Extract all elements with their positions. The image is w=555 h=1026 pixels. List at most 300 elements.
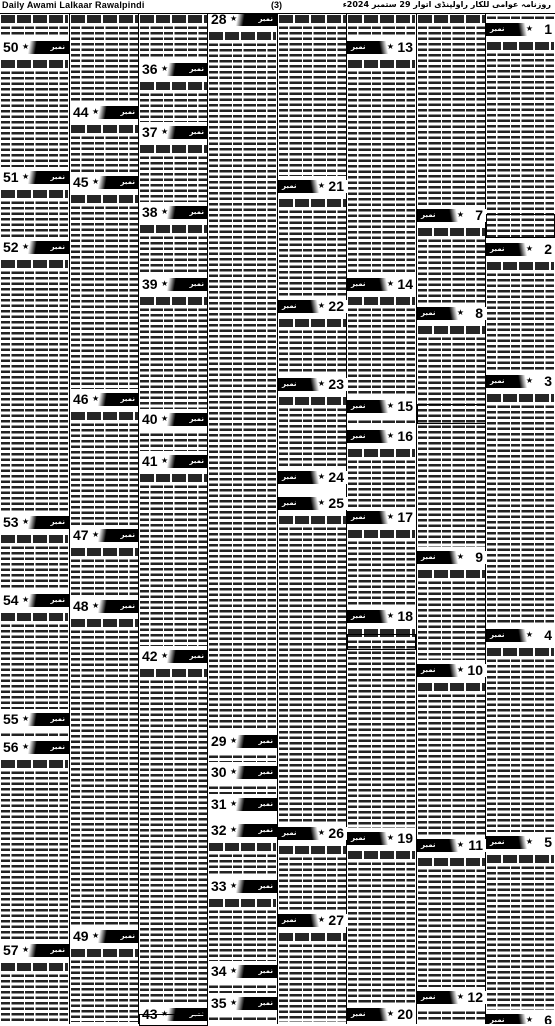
ad-body-text xyxy=(209,42,276,731)
ad-number: 57 xyxy=(3,942,19,958)
ad-number-header xyxy=(70,391,139,411)
star-icon: ★ xyxy=(456,552,464,561)
ad-number-header xyxy=(70,598,139,618)
ad-number: 40 xyxy=(142,411,158,427)
ad-headline xyxy=(418,683,485,691)
ad-body-text xyxy=(209,853,276,876)
star-icon: ★ xyxy=(92,107,100,116)
ad-headline xyxy=(71,195,138,203)
ad-label: نمبر xyxy=(490,631,505,639)
ad-headline xyxy=(140,82,207,90)
ad-body-text xyxy=(140,307,207,409)
ad-headline xyxy=(140,297,207,305)
ad-number-header xyxy=(139,648,208,668)
ad-number: 26 xyxy=(328,825,344,841)
ad-number: 31 xyxy=(211,796,227,812)
ad-body-text xyxy=(71,422,138,525)
ad-body-text xyxy=(279,25,346,176)
classified-column xyxy=(208,14,277,1024)
ad-number: 2 xyxy=(544,241,552,257)
ad-body-text xyxy=(348,540,415,606)
ad-headline xyxy=(1,613,68,621)
star-icon: ★ xyxy=(161,279,169,288)
ad-number-header xyxy=(70,928,139,948)
ad-headline xyxy=(348,530,415,538)
ad-number: 33 xyxy=(211,878,227,894)
ad-label: نمبر xyxy=(189,457,204,465)
ad-label: نمبر xyxy=(189,65,204,73)
star-icon: ★ xyxy=(230,767,238,776)
ad-number-header xyxy=(347,830,416,850)
star-icon: ★ xyxy=(22,517,30,526)
ad-number: 20 xyxy=(397,1006,413,1022)
ad-headline xyxy=(71,125,138,133)
ad-body-text xyxy=(418,580,485,660)
ad-label: نمبر xyxy=(258,737,273,745)
ad-body-text xyxy=(279,526,346,823)
ad-headline xyxy=(418,326,485,334)
ad-number: 16 xyxy=(397,428,413,444)
ad-headline xyxy=(418,15,485,23)
masthead-strip xyxy=(0,0,555,14)
ad-label: نمبر xyxy=(120,395,135,403)
ad-number: 30 xyxy=(211,764,227,780)
ad-headline xyxy=(348,851,415,859)
star-icon: ★ xyxy=(456,665,464,674)
ad-body-text xyxy=(1,973,68,1022)
ad-body-text xyxy=(279,943,346,1022)
ad-number-header xyxy=(278,912,347,932)
star-icon: ★ xyxy=(456,840,464,849)
ad-number: 51 xyxy=(3,169,19,185)
ad-label: نمبر xyxy=(351,513,366,521)
ad-body-text xyxy=(71,25,138,102)
ad-number: 25 xyxy=(328,495,344,511)
ad-body-text xyxy=(71,135,138,172)
ad-number: 50 xyxy=(3,39,19,55)
ad-headline xyxy=(487,855,554,863)
ad-label: نمبر xyxy=(258,967,273,975)
ad-body-text xyxy=(71,205,138,389)
ad-number: 24 xyxy=(328,469,344,485)
ad-number: 39 xyxy=(142,276,158,292)
ad-number-header xyxy=(486,241,555,261)
ad-body-text xyxy=(209,754,276,762)
ad-headline xyxy=(487,262,554,270)
ad-label: نمبر xyxy=(50,243,65,251)
ad-number-header xyxy=(278,178,347,198)
ad-body-text xyxy=(1,732,68,737)
ad-body-text xyxy=(487,15,554,19)
ad-number-header xyxy=(486,627,555,647)
star-icon: ★ xyxy=(317,301,325,310)
star-icon: ★ xyxy=(386,1009,394,1018)
ad-number-header xyxy=(0,239,69,259)
star-icon: ★ xyxy=(22,242,30,251)
ad-headline xyxy=(418,858,485,866)
star-icon: ★ xyxy=(22,742,30,751)
ad-headline xyxy=(71,15,138,23)
star-icon: ★ xyxy=(92,601,100,610)
ad-label: نمبر xyxy=(189,208,204,216)
star-icon: ★ xyxy=(317,828,325,837)
ad-label: نمبر xyxy=(421,309,436,317)
star-icon: ★ xyxy=(525,24,533,33)
star-icon: ★ xyxy=(230,881,238,890)
ad-body-text xyxy=(209,785,276,794)
ad-body-text xyxy=(140,432,207,451)
ad-label: نمبر xyxy=(258,800,273,808)
ad-number-header xyxy=(139,276,208,296)
ad-number-header xyxy=(0,942,69,962)
ad-number-header xyxy=(417,989,486,1009)
ad-label: نمبر xyxy=(351,612,366,620)
classified-column xyxy=(139,14,208,1024)
ad-number-header xyxy=(417,305,486,325)
ad-number-header xyxy=(139,453,208,473)
ad-headline xyxy=(1,190,68,198)
ad-body-text xyxy=(348,25,415,37)
ad-number: 37 xyxy=(142,124,158,140)
page-number: (3) xyxy=(271,0,282,10)
ad-body-text xyxy=(348,70,415,274)
ad-label: نمبر xyxy=(282,499,297,507)
ad-headline xyxy=(71,412,138,420)
ad-body-text xyxy=(71,558,138,596)
ad-number: 52 xyxy=(3,239,19,255)
ad-number-header xyxy=(0,592,69,612)
ad-headline xyxy=(71,619,138,627)
ad-label: نمبر xyxy=(490,25,505,33)
ad-number-header xyxy=(278,825,347,845)
ad-body-text xyxy=(279,329,346,374)
ad-label: نمبر xyxy=(282,473,297,481)
ad-label: نمبر xyxy=(258,882,273,890)
boxed-notice xyxy=(139,1014,208,1026)
ad-number-header xyxy=(278,495,347,515)
ad-headline xyxy=(140,15,207,23)
ad-label: نمبر xyxy=(490,377,505,385)
ad-number-header xyxy=(347,509,416,529)
ad-number: 49 xyxy=(73,928,89,944)
ad-number-header xyxy=(0,739,69,759)
ad-number: 34 xyxy=(211,963,227,979)
ad-number: 21 xyxy=(328,178,344,194)
ad-headline xyxy=(1,535,68,543)
ad-number: 9 xyxy=(475,549,483,565)
ad-body-text xyxy=(1,770,68,940)
ad-number: 48 xyxy=(73,598,89,614)
ad-number: 1 xyxy=(544,21,552,37)
ad-headline xyxy=(279,846,346,854)
ad-headline xyxy=(209,32,276,40)
ad-headline xyxy=(279,319,346,327)
ad-number-header xyxy=(139,124,208,144)
ad-headline xyxy=(209,899,276,907)
ad-number: 27 xyxy=(328,912,344,928)
ad-body-text xyxy=(140,25,207,59)
ad-number: 7 xyxy=(475,207,483,223)
ad-body-text xyxy=(1,25,68,37)
ad-number-header xyxy=(486,373,555,393)
ad-body-text xyxy=(348,861,415,1004)
ad-label: نمبر xyxy=(50,743,65,751)
ad-headline xyxy=(140,474,207,482)
star-icon: ★ xyxy=(525,1015,533,1024)
ad-number: 53 xyxy=(3,514,19,530)
ad-headline xyxy=(348,60,415,68)
ad-number: 29 xyxy=(211,733,227,749)
ad-headline xyxy=(279,516,346,524)
ad-number: 46 xyxy=(73,391,89,407)
star-icon: ★ xyxy=(161,64,169,73)
ad-number-header xyxy=(0,39,69,59)
ad-label: نمبر xyxy=(282,302,297,310)
ad-number-header xyxy=(278,298,347,318)
ad-body-text xyxy=(279,209,346,296)
ad-body-text xyxy=(71,629,138,926)
ad-body-text xyxy=(487,52,554,239)
ad-body-text xyxy=(140,155,207,202)
ad-label: نمبر xyxy=(282,829,297,837)
ad-number: 11 xyxy=(468,837,483,853)
ad-label: نمبر xyxy=(258,768,273,776)
ad-number-header xyxy=(0,169,69,189)
ad-label: نمبر xyxy=(189,1010,204,1018)
ad-body-text xyxy=(418,238,485,303)
ad-body-text xyxy=(209,1016,276,1022)
ad-label: نمبر xyxy=(282,916,297,924)
ad-number: 55 xyxy=(3,711,19,727)
ad-body-text xyxy=(209,909,276,961)
ad-number-header xyxy=(417,662,486,682)
ad-headline xyxy=(1,760,68,768)
ad-body-text xyxy=(140,484,207,646)
ad-label: نمبر xyxy=(120,178,135,186)
ad-body-text xyxy=(418,868,485,987)
star-icon: ★ xyxy=(317,181,325,190)
ad-number-header xyxy=(347,276,416,296)
star-icon: ★ xyxy=(386,611,394,620)
star-icon: ★ xyxy=(525,244,533,253)
ad-body-text xyxy=(140,92,207,122)
ad-label: نمبر xyxy=(258,826,273,834)
ad-number: 23 xyxy=(328,376,344,392)
ad-body-text xyxy=(140,679,207,1004)
ad-number: 3 xyxy=(544,373,552,389)
star-icon: ★ xyxy=(386,512,394,521)
ad-number-header xyxy=(208,878,277,898)
ad-label: نمبر xyxy=(50,43,65,51)
classified-column xyxy=(278,14,347,1024)
ad-number-header xyxy=(208,733,277,753)
ad-body-text xyxy=(71,959,138,1022)
ad-label: نمبر xyxy=(351,1010,366,1018)
star-icon: ★ xyxy=(230,14,238,23)
star-icon: ★ xyxy=(22,595,30,604)
ad-headline xyxy=(279,933,346,941)
star-icon: ★ xyxy=(161,127,169,136)
ad-headline xyxy=(140,145,207,153)
star-icon: ★ xyxy=(386,279,394,288)
ad-label: نمبر xyxy=(351,43,366,51)
ad-number: 8 xyxy=(475,305,483,321)
ad-body-text xyxy=(279,856,346,910)
ad-number-header xyxy=(139,61,208,81)
ad-number: 18 xyxy=(397,608,413,624)
ad-headline xyxy=(348,449,415,457)
ad-body-text xyxy=(487,658,554,832)
star-icon: ★ xyxy=(317,915,325,924)
ad-number-header xyxy=(278,469,347,489)
star-icon: ★ xyxy=(230,966,238,975)
ad-label: نمبر xyxy=(282,380,297,388)
boxed-notice xyxy=(347,634,416,650)
star-icon: ★ xyxy=(161,207,169,216)
ad-body-text xyxy=(348,639,415,828)
ad-headline xyxy=(487,42,554,50)
ad-label: نمبر xyxy=(189,415,204,423)
ad-number-header xyxy=(417,549,486,569)
ad-body-text xyxy=(418,336,485,547)
ad-label: نمبر xyxy=(490,1016,505,1024)
ad-label: نمبر xyxy=(421,993,436,1001)
ad-number: 43 xyxy=(142,1006,158,1022)
star-icon: ★ xyxy=(22,714,30,723)
star-icon: ★ xyxy=(230,799,238,808)
star-icon: ★ xyxy=(456,308,464,317)
star-icon: ★ xyxy=(525,376,533,385)
ad-headline xyxy=(1,60,68,68)
ad-headline xyxy=(348,297,415,305)
ad-number-header xyxy=(139,411,208,431)
ad-label: نمبر xyxy=(120,602,135,610)
ad-label: نمبر xyxy=(490,838,505,846)
ad-body-text xyxy=(418,693,485,835)
ad-number: 42 xyxy=(142,648,158,664)
ad-number: 32 xyxy=(211,822,227,838)
star-icon: ★ xyxy=(317,472,325,481)
ad-headline xyxy=(209,843,276,851)
star-icon: ★ xyxy=(161,456,169,465)
ad-headline xyxy=(140,225,207,233)
ad-number-header xyxy=(347,398,416,418)
ad-label: نمبر xyxy=(351,280,366,288)
star-icon: ★ xyxy=(456,210,464,219)
ad-label: نمبر xyxy=(282,182,297,190)
ad-number: 14 xyxy=(397,276,413,292)
classified-column xyxy=(486,14,555,1024)
classified-column xyxy=(417,14,486,1024)
date-line: روزنامہ عوامی للکار راولپنڈی اتوار 29 ستمبر 2024ء xyxy=(342,0,551,9)
ad-number-header xyxy=(70,104,139,124)
ad-number-header xyxy=(208,963,277,983)
ad-label: نمبر xyxy=(351,834,366,842)
ad-number: 44 xyxy=(73,104,89,120)
ad-number-header xyxy=(208,764,277,784)
ad-headline xyxy=(487,394,554,402)
ad-number-header xyxy=(347,39,416,59)
ad-number: 38 xyxy=(142,204,158,220)
ad-number: 28 xyxy=(211,14,227,27)
ad-label: نمبر xyxy=(120,932,135,940)
ad-number: 10 xyxy=(467,662,483,678)
ad-number-header xyxy=(278,376,347,396)
ad-number: 19 xyxy=(397,830,413,846)
star-icon: ★ xyxy=(230,998,238,1007)
ad-number: 22 xyxy=(328,298,344,314)
ad-label: نمبر xyxy=(421,841,436,849)
ad-headline xyxy=(487,648,554,656)
star-icon: ★ xyxy=(386,833,394,842)
ad-label: نمبر xyxy=(189,280,204,288)
ad-number: 36 xyxy=(142,61,158,77)
star-icon: ★ xyxy=(92,394,100,403)
ad-label: نمبر xyxy=(189,128,204,136)
classified-page xyxy=(0,14,555,1024)
ad-number: 15 xyxy=(397,398,413,414)
star-icon: ★ xyxy=(230,825,238,834)
ad-headline xyxy=(1,260,68,268)
ad-label: نمبر xyxy=(189,652,204,660)
star-icon: ★ xyxy=(230,736,238,745)
ad-body-text xyxy=(1,545,68,590)
ad-headline xyxy=(71,949,138,957)
ad-label: نمبر xyxy=(421,666,436,674)
ad-number-header xyxy=(486,1012,555,1024)
ad-body-text xyxy=(1,200,68,237)
star-icon: ★ xyxy=(386,42,394,51)
star-icon: ★ xyxy=(386,431,394,440)
ad-body-text xyxy=(418,25,485,205)
ad-body-text xyxy=(348,419,415,426)
ad-number: 12 xyxy=(467,989,483,1005)
star-icon: ★ xyxy=(92,530,100,539)
classified-column xyxy=(70,14,139,1024)
star-icon: ★ xyxy=(525,630,533,639)
ad-number: 35 xyxy=(211,995,227,1011)
star-icon: ★ xyxy=(386,401,394,410)
ad-label: نمبر xyxy=(421,211,436,219)
ad-number: 13 xyxy=(397,39,413,55)
ad-label: نمبر xyxy=(120,531,135,539)
ad-body-text xyxy=(209,984,276,993)
ad-headline xyxy=(418,570,485,578)
ad-body-text xyxy=(140,235,207,274)
ad-number-header xyxy=(0,711,69,731)
ad-headline xyxy=(348,15,415,23)
classified-column xyxy=(347,14,416,1024)
ad-number: 5 xyxy=(544,834,552,850)
ad-label: نمبر xyxy=(50,173,65,181)
ad-headline xyxy=(1,963,68,971)
ad-number-header xyxy=(486,834,555,854)
ad-body-text xyxy=(348,307,415,396)
ad-number: 47 xyxy=(73,527,89,543)
star-icon: ★ xyxy=(92,931,100,940)
ad-body-text xyxy=(1,70,68,167)
ad-label: نمبر xyxy=(120,108,135,116)
star-icon: ★ xyxy=(317,498,325,507)
ad-label: نمبر xyxy=(421,553,436,561)
star-icon: ★ xyxy=(161,414,169,423)
star-icon: ★ xyxy=(317,379,325,388)
ad-label: نمبر xyxy=(258,15,273,23)
ad-headline xyxy=(418,228,485,236)
ad-headline xyxy=(279,199,346,207)
ad-number-header xyxy=(208,995,277,1015)
star-icon: ★ xyxy=(22,172,30,181)
